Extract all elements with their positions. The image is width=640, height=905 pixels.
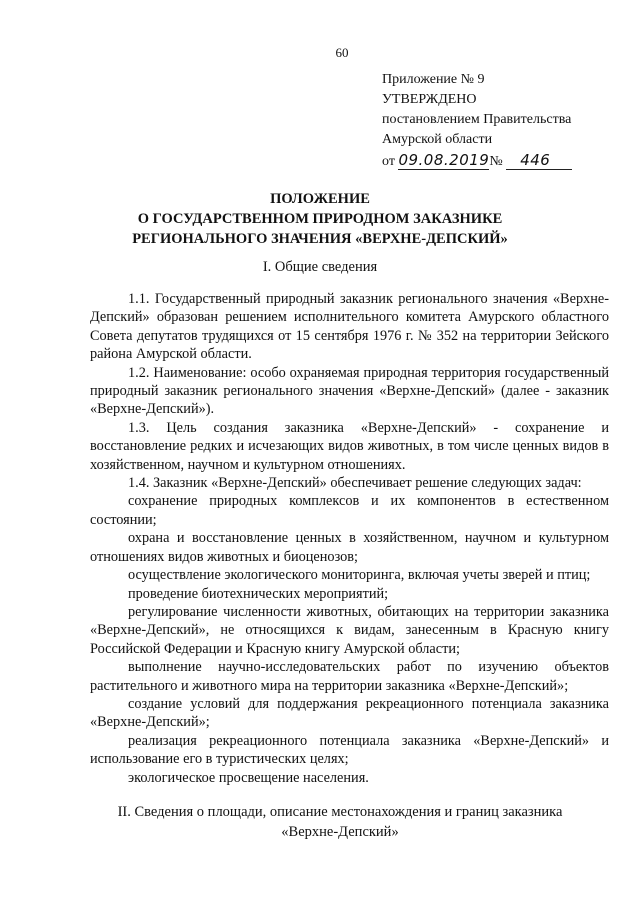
paragraph-1-2: 1.2. Наименование: особо охраняемая природная территория государственный природный заказник регионального значения «Верхне-Депский» (далее - заказник «Верхне-Депский»). — [90, 364, 609, 418]
document-title — [0, 189, 640, 249]
date-value: 09.08.2019 — [398, 151, 490, 169]
approval-region: Амурской области — [382, 132, 493, 147]
approval-approved: УТВЕРЖДЕНО — [382, 92, 477, 107]
paragraph-1-1: 1.1. Государственный природный заказник регионального значения «Верхне-Депский» образован решением исполнительного комитета Амурского областного Совета депутатов трудящихся от 15 сентября 1976 г. № 352 на территории Зейского района Амурской области. — [90, 291, 609, 363]
task-item: экологическое просвещение населения. — [128, 769, 369, 786]
section-2-heading-line-1: II. Сведения о площади, описание местонахождения и границ заказника — [117, 804, 563, 820]
section-2-heading — [20, 802, 640, 842]
number-prefix: № — [489, 154, 503, 169]
task-item: создание условий для поддержания рекреационного потенциала заказника «Верхне-Депский»; — [90, 695, 609, 731]
approval-appendix: Приложение № 9 — [382, 72, 485, 87]
section-2-heading-line-2: «Верхне-Депский» — [281, 824, 399, 840]
task-item: сохранение природных комплексов и их компонентов в естественном состоянии; — [90, 493, 609, 528]
task-item: охрана и восстановление ценных в хозяйственном, научном и культурном отношениях видов животных и биоценозов; — [90, 530, 609, 565]
title-line-3: РЕГИОНАЛЬНОГО ЗНАЧЕНИЯ «ВЕРХНЕ-ДЕПСКИЙ» — [132, 231, 508, 247]
number-value: 446 — [506, 151, 572, 170]
paragraph-1-4: 1.4. Заказник «Верхне-Депский» обеспечивает решение следующих задач: — [128, 475, 582, 492]
task-item: регулирование численности животных, обитающих на территории заказника «Верхне-Депский», не относящихся к видам, занесенным в Красную книгу Российской Федерации и Красную книгу Амурской области; — [90, 603, 609, 657]
date-prefix: от — [382, 154, 395, 169]
approval-date-line — [382, 150, 622, 172]
title-line-1: ПОЛОЖЕНИЕ — [270, 191, 370, 207]
approval-block — [382, 70, 622, 172]
task-item: выполнение научно-исследовательских работ по изучению объектов растительного и животного мира на территории заказника «Верхне-Депский»; — [90, 659, 609, 694]
task-item: осуществление экологического мониторинга, включая учеты зверей и птиц; — [128, 567, 591, 584]
task-item: проведение биотехнических мероприятий; — [128, 585, 389, 602]
approval-resolution: постановлением Правительства — [382, 112, 572, 127]
task-item: реализация рекреационного потенциала заказника «Верхне-Депский» и использование его в туристических целях; — [90, 732, 609, 768]
section-1-heading: I. Общие сведения — [262, 259, 378, 275]
paragraph-1-3: 1.3. Цель создания заказника «Верхне-Депский» - сохранение и восстановление редких и исчезающих видов животных, в том числе ценных видов в хозяйственном, научном и культурном отношениях. — [90, 419, 609, 473]
title-line-2: О ГОСУДАРСТВЕННОМ ПРИРОДНОМ ЗАКАЗНИКЕ — [137, 211, 503, 227]
section-1-body — [90, 290, 609, 787]
page-number: 60 — [335, 45, 349, 60]
